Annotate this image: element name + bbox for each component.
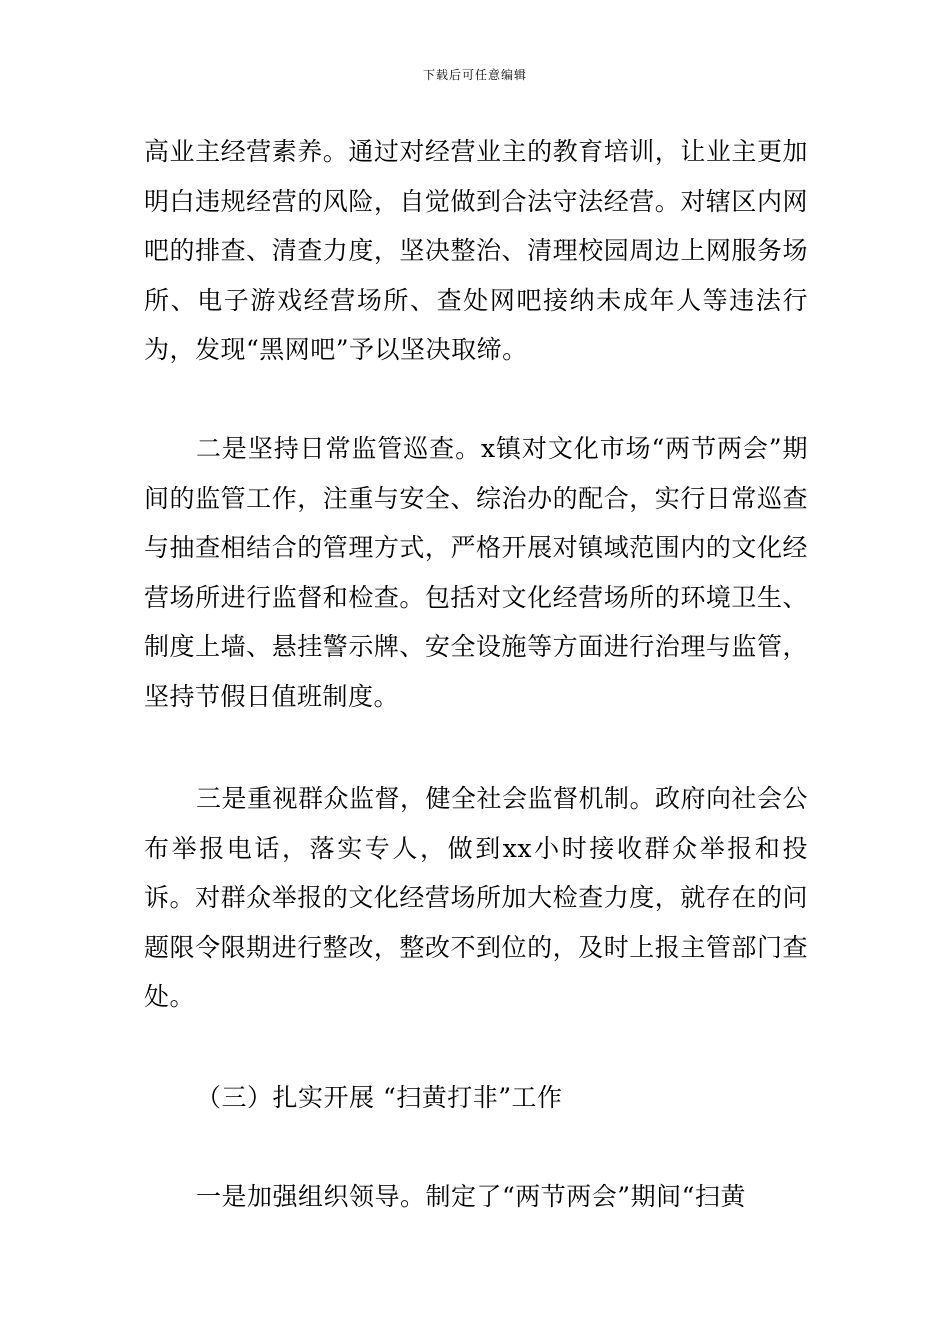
paragraph-5: 一是加强组织领导。制定了“两节两会”期间“扫黄 (196, 1182, 746, 1211)
section-heading: （三）扎实开展 “扫黄打非”工作 (196, 1083, 563, 1112)
page-header: 下载后可任意编辑 (422, 68, 527, 82)
section-heading-container (144, 1073, 808, 1123)
paragraph-3-container (144, 774, 808, 1022)
paragraph-3: 三是重视群众监督，健全社会监督机制。政府向社会公布举报电话，落实专人，做到xx小时接收群众举报和投诉。对群众举报的文化经营场所加大检查力度，就存在的问题限令限期进行整改，整改不到位的，及时上报主管部门查处。 (144, 784, 809, 1011)
paragraph-1: 高业主经营素养。通过对经营业主的教育培训，让业主更加明白违规经营的风险，自觉做到合法守法经营。对辖区内网吧的排查、清查力度，坚决整治、清理校园周边上网服务场所、电子游戏经营场所、查处网吧接纳未成年人等违法行为，发现“黑网吧”予以坚决取缔。 (144, 137, 808, 364)
paragraph-2-container (144, 424, 808, 721)
paragraph-2: 二是坚持日常监管巡查。x镇对文化市场“两节两会”期间的监管工作，注重与安全、综治办的配合，实行日常巡查与抽查相结合的管理方式，严格开展对镇域范围内的文化经营场所进行监督和检查。包括对文化经营场所的环境卫生、制度上墙、悬挂警示牌、安全设施等方面进行治理与监管，坚持节假日值班制度。 (144, 434, 808, 711)
paragraph-5-container (144, 1172, 808, 1222)
paragraph-1-container (144, 127, 808, 375)
